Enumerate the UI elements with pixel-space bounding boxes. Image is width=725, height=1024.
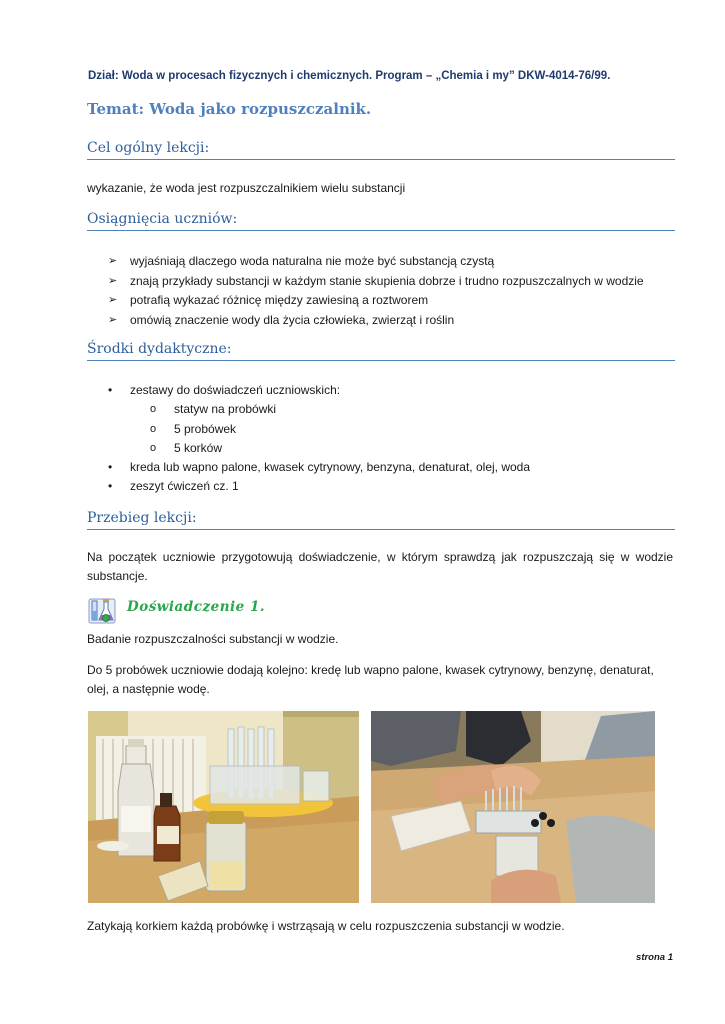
arrow-bullet-icon: ➢ bbox=[108, 294, 118, 306]
aids-list bbox=[108, 381, 530, 497]
circle-bullet-icon: o bbox=[150, 441, 157, 454]
course-heading: Przebieg lekcji: bbox=[87, 510, 675, 530]
achievements-heading: Osiągnięcia uczniów: bbox=[87, 211, 675, 231]
document-header: Dział: Woda w procesach fizycznych i chemicznych. Program – „Chemia i my” DKW-4014-76/99. bbox=[88, 70, 611, 82]
experiment-subtitle: Badanie rozpuszczalności substancji w wodzie. bbox=[87, 632, 339, 646]
goal-text: wykazanie, że woda jest rozpuszczalnikiem wielu substancji bbox=[87, 181, 406, 195]
list-item: • kreda lub wapno palone, kwasek cytrynowy, benzyna, denaturat, olej, woda bbox=[108, 458, 530, 477]
circle-bullet-icon: o bbox=[150, 422, 157, 435]
circle-bullet-icon: o bbox=[150, 403, 157, 416]
list-item: • zeszyt ćwiczeń cz. 1 bbox=[108, 477, 530, 496]
list-item: ➢ znają przykłady substancji w każdym stanie skupienia dobrze i trudno rozpuszczalnych w wodzie bbox=[108, 272, 644, 292]
arrow-bullet-icon: ➢ bbox=[108, 274, 118, 287]
lab-flask-icon bbox=[88, 596, 118, 624]
bullet-icon: • bbox=[108, 479, 113, 494]
list-subitem: o 5 korków bbox=[108, 439, 530, 458]
list-item: ➢ omówią znaczenie wody dla życia człowieka, zwierząt i roślin bbox=[108, 311, 644, 331]
lesson-topic: Temat: Woda jako rozpuszczalnik. bbox=[87, 100, 372, 118]
closing-text: Zatykają korkiem każdą probówkę i wstrząsają w celu rozpuszczenia substancji w wodzie. bbox=[87, 919, 565, 933]
page-number: strona 1 bbox=[636, 952, 673, 963]
list-item: • zestawy do doświadczeń uczniowskich: bbox=[108, 381, 530, 400]
experiment-title: Doświadczenie 1. bbox=[127, 599, 266, 615]
arrow-bullet-icon: ➢ bbox=[108, 313, 118, 326]
list-item: ➢ potrafią wykazać różnicę między zawiesiną a roztworem bbox=[108, 291, 644, 311]
arrow-bullet-icon: ➢ bbox=[108, 255, 118, 267]
aids-heading: Środki dydaktyczne: bbox=[87, 341, 675, 361]
experiment-text: Do 5 probówek uczniowie dodają kolejno: kredę lub wapno palone, kwasek cytrynowy, benzynę, denaturat, olej, a następnie wodę. bbox=[87, 663, 654, 696]
list-item: ➢ wyjaśniają dlaczego woda naturalna nie może być substancją czystą bbox=[108, 252, 644, 272]
bullet-icon: • bbox=[108, 460, 113, 475]
list-subitem: o statyw na probówki bbox=[108, 400, 530, 419]
lab-table-photo bbox=[88, 711, 359, 903]
list-subitem: o 5 probówek bbox=[108, 420, 530, 439]
goal-heading: Cel ogólny lekcji: bbox=[87, 140, 675, 160]
students-experiment-photo bbox=[371, 711, 655, 903]
achievements-list bbox=[108, 252, 644, 330]
bullet-icon: • bbox=[108, 383, 113, 397]
course-intro: Na początek uczniowie przygotowują doświadczenie, w którym sprawdzą jak rozpuszczają się w wodzie substancje. bbox=[87, 550, 673, 583]
